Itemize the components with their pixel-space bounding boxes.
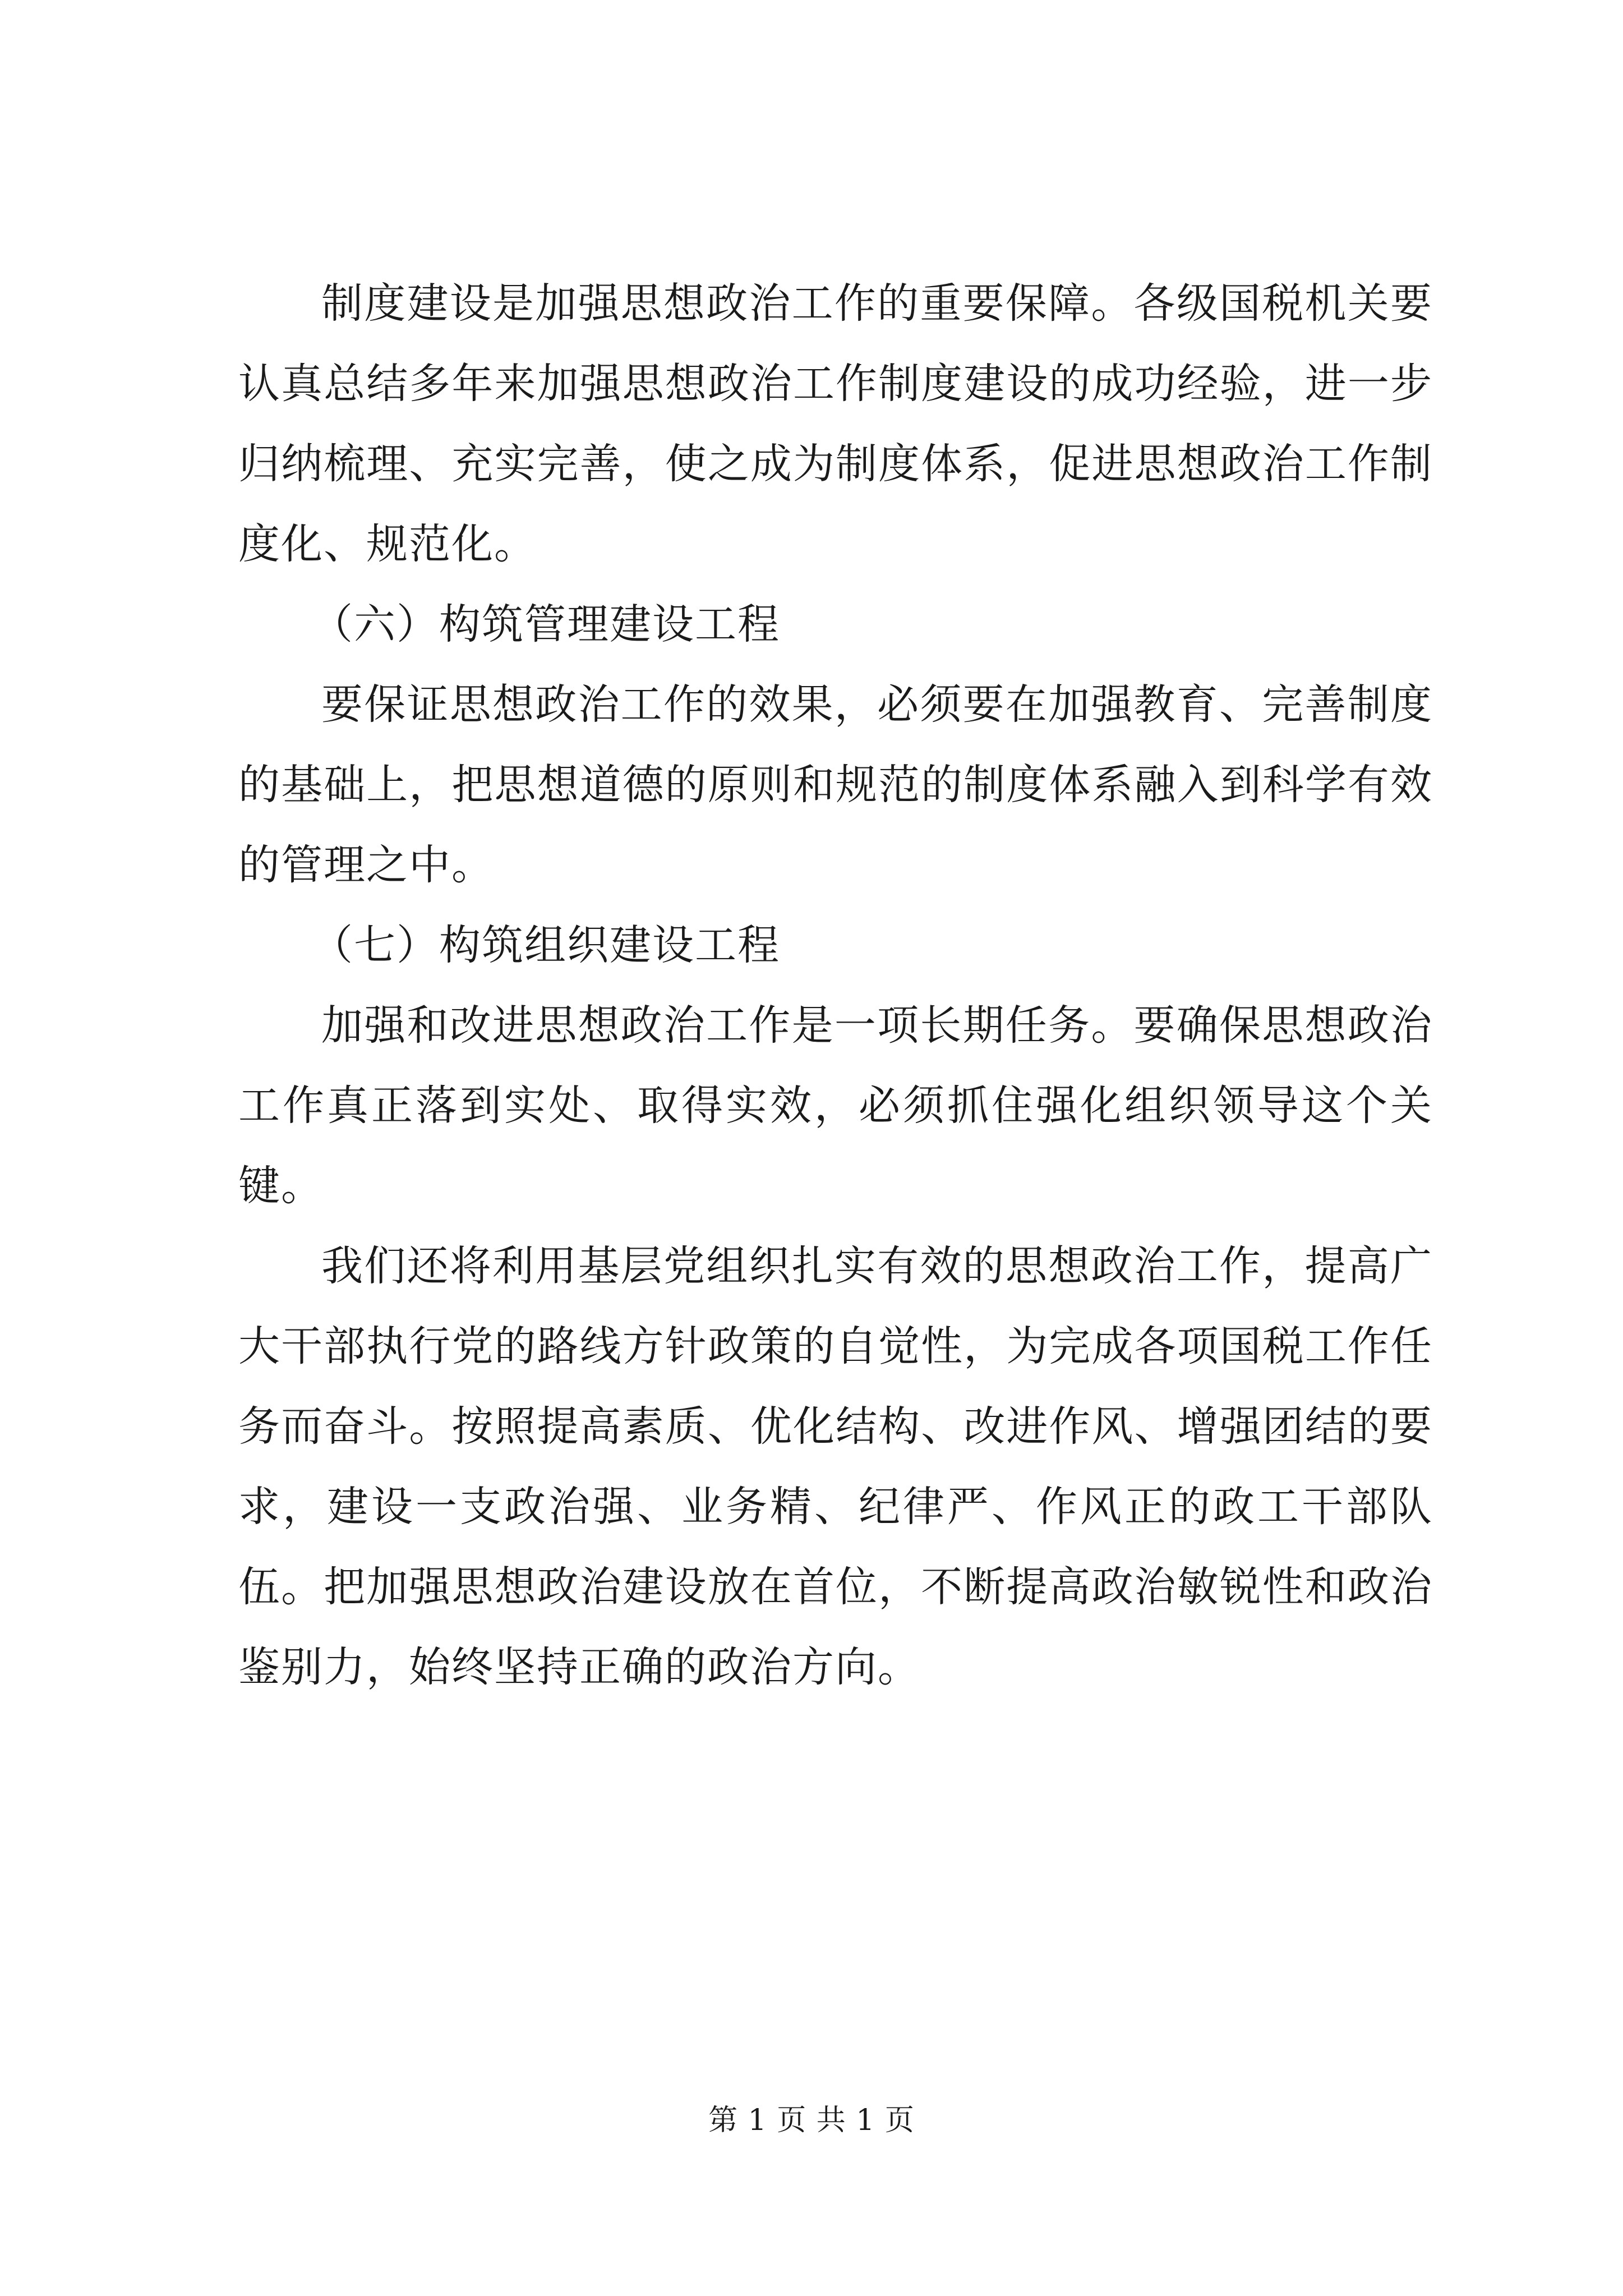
section-heading-management: （六）构筑管理建设工程 — [311, 600, 780, 648]
document-body — [238, 264, 1433, 1708]
paragraph-management: 要保证思想政治工作的效果，必须要在加强教育、完善制度的基础上，把思想道德的原则和规范的制度体系融入到科学有效的管理之中。 — [238, 680, 1433, 889]
section-heading-organization: （七）构筑组织建设工程 — [311, 921, 780, 969]
page-number-footer: 第 1 页 共 1 页 — [708, 2104, 915, 2137]
paragraph-organization: 加强和改进思想政治工作是一项长期任务。要确保思想政治工作真正落到实处、取得实效，必须抓住强化组织领导这个关键。 — [238, 1001, 1433, 1210]
paragraph-conclusion: 我们还将利用基层党组织扎实有效的思想政治工作，提高广大干部执行党的路线方针政策的自觉性，为完成各项国税工作任务而奋斗。按照提高素质、优化结构、改进作风、增强团结的要求，建设一支政治强、业务精、纪律严、作风正的政工干部队伍。把加强思想政治建设放在首位，不断提高政治敏锐性和政治鉴别力，始终坚持正确的政治方向。 — [238, 1242, 1433, 1691]
paragraph-system-building: 制度建设是加强思想政治工作的重要保障。各级国税机关要认真总结多年来加强思想政治工作制度建设的成功经验，进一步归纳梳理、充实完善，使之成为制度体系，促进思想政治工作制度化、规范化。 — [238, 279, 1433, 568]
